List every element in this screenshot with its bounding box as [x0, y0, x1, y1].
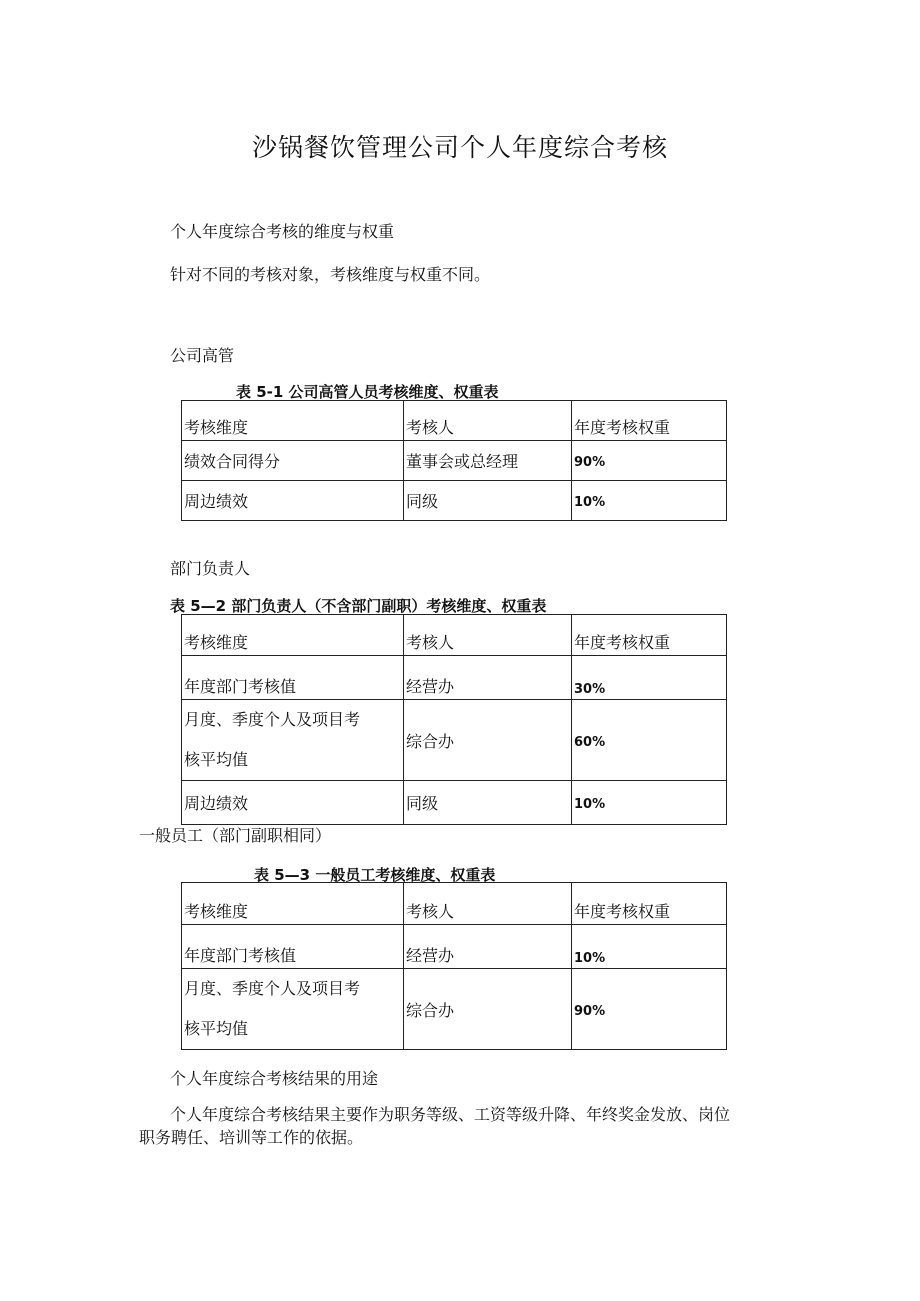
cell-text-line: 核平均值: [184, 1019, 249, 1038]
group-label-executives: 公司高管: [170, 346, 235, 365]
table-department-heads: [181, 614, 727, 825]
weight-value: 10%: [574, 797, 606, 812]
header-cell: 考核维度: [182, 883, 404, 925]
group-label-department-heads: 部门负责人: [170, 559, 251, 578]
cell-assessor: 同级: [404, 781, 572, 825]
table-row: [182, 656, 727, 700]
weight-value: 90%: [574, 1003, 606, 1019]
table-executives: [181, 400, 727, 521]
weight-value: 60%: [574, 734, 606, 750]
header-cell: 年度考核权重: [572, 615, 727, 656]
table-row: [182, 700, 727, 781]
table-row: [182, 441, 727, 481]
table-row: [182, 969, 727, 1050]
table-row: [182, 781, 727, 825]
header-cell: 考核人: [404, 615, 572, 656]
cell-weight: [572, 781, 727, 825]
weight-value: 10%: [574, 951, 606, 966]
table-header-row: [182, 401, 727, 441]
cell-weight: [572, 441, 727, 481]
cell-dimension: 绩效合同得分: [182, 441, 404, 481]
cell-text-line: 核平均值: [184, 750, 249, 769]
table-row: [182, 925, 727, 969]
weight-value: 90%: [574, 455, 606, 470]
section-heading-weights: 个人年度综合考核的维度与权重: [170, 222, 395, 241]
cell-assessor: 综合办: [404, 700, 572, 781]
header-cell: 考核人: [404, 401, 572, 441]
section-text-usage-line2: 职务聘任、培训等工作的依据。: [139, 1128, 364, 1147]
cell-dimension: 年度部门考核值: [182, 925, 404, 969]
document-title: 沙锅餐饮管理公司个人年度综合考核: [251, 133, 668, 162]
cell-dimension: [182, 969, 404, 1050]
cell-dimension: 周边绩效: [182, 481, 404, 521]
group-label-general-staff: 一般员工（部门副职相同）: [139, 826, 332, 845]
table-header-row: [182, 615, 727, 656]
cell-dimension: 周边绩效: [182, 781, 404, 825]
cell-text-line: 月度、季度个人及项目考: [184, 710, 361, 729]
table3-caption: 表 5—3 一般员工考核维度、权重表: [254, 866, 496, 884]
section-text-usage-line1: 个人年度综合考核结果主要作为职务等级、工资等级升降、年终奖金发放、岗位: [170, 1105, 731, 1124]
cell-weight: [572, 925, 727, 969]
table1-caption: 表 5-1 公司高管人员考核维度、权重表: [236, 383, 499, 401]
table-general-staff: [181, 882, 727, 1050]
cell-assessor: 经营办: [404, 925, 572, 969]
table2-caption: 表 5—2 部门负责人（不含部门副职）考核维度、权重表: [170, 597, 547, 615]
cell-weight: [572, 656, 727, 700]
header-cell: 年度考核权重: [572, 883, 727, 925]
table-header-row: [182, 883, 727, 925]
cell-assessor: 经营办: [404, 656, 572, 700]
section-heading-usage: 个人年度综合考核结果的用途: [170, 1069, 379, 1088]
header-cell: 年度考核权重: [572, 401, 727, 441]
cell-weight: [572, 481, 727, 521]
cell-weight: [572, 969, 727, 1050]
cell-dimension: 年度部门考核值: [182, 656, 404, 700]
weight-value: 10%: [574, 495, 606, 510]
section-text-weights: 针对不同的考核对象，考核维度与权重不同。: [170, 265, 491, 284]
cell-weight: [572, 700, 727, 781]
cell-text-line: 月度、季度个人及项目考: [184, 979, 361, 998]
weight-value: 30%: [574, 682, 606, 697]
cell-assessor: 综合办: [404, 969, 572, 1050]
header-cell: 考核维度: [182, 615, 404, 656]
header-cell: 考核维度: [182, 401, 404, 441]
header-cell: 考核人: [404, 883, 572, 925]
table-row: [182, 481, 727, 521]
cell-dimension: [182, 700, 404, 781]
cell-assessor: 董事会或总经理: [404, 441, 572, 481]
cell-assessor: 同级: [404, 481, 572, 521]
